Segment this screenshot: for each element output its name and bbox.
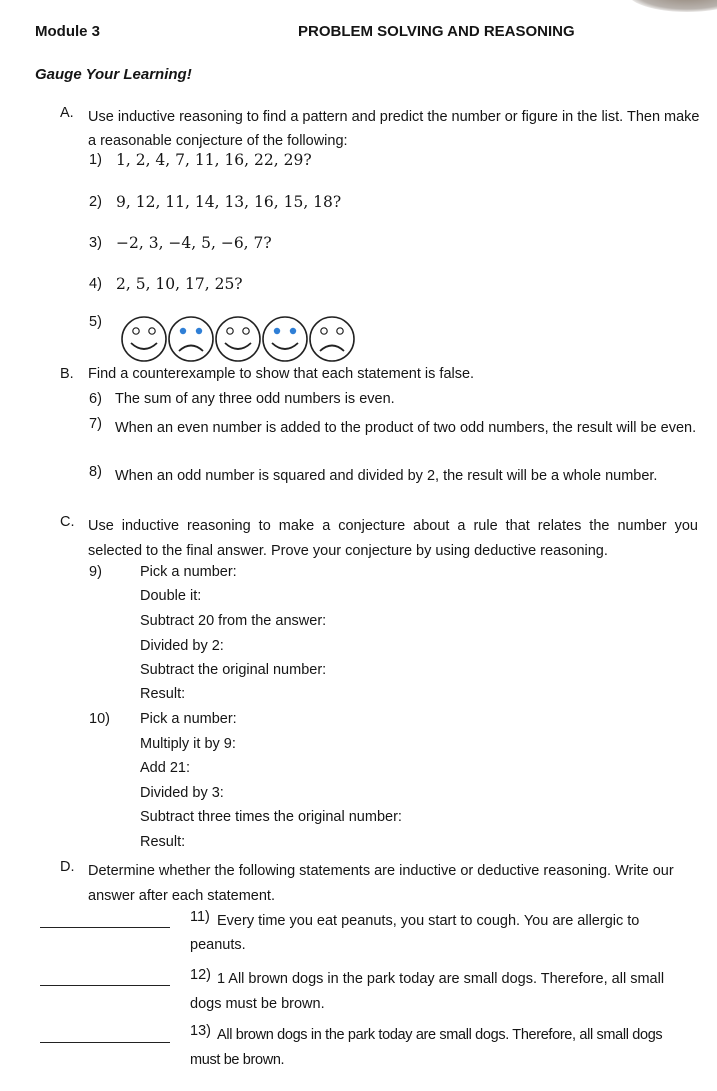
item-11-text: Every time you eat peanuts, you start to cough. You are allergic to peanuts. xyxy=(190,913,640,953)
face-frown-1 xyxy=(169,317,213,361)
problem-9-step-1: Pick a number: xyxy=(140,564,237,580)
face-smile-1 xyxy=(122,317,166,361)
section-b-instruction: Find a counterexample to show that each statement is false. xyxy=(88,366,475,382)
item-5-number: 5) xyxy=(89,314,102,330)
problem-10-step-3: Add 21: xyxy=(140,760,190,776)
problem-10-step-2: Multiply it by 9: xyxy=(140,736,236,752)
item-1-number: 1) xyxy=(89,152,102,168)
faces-sequence xyxy=(118,313,358,365)
answer-blank-11[interactable] xyxy=(40,927,170,928)
item-7-number: 7) xyxy=(89,416,102,432)
item-12-number: 12) xyxy=(190,967,211,983)
answer-blank-12[interactable] xyxy=(40,985,170,986)
section-a-instruction: Use inductive reasoning to find a pattern and predict the number or figure in the list. Then make a reasonable conjecture of the following: xyxy=(88,109,700,149)
item-8-number: 8) xyxy=(89,464,102,480)
section-c-letter: C. xyxy=(60,514,75,530)
problem-9-step-4: Divided by 2: xyxy=(140,638,224,654)
item-11-number: 11) xyxy=(190,909,210,925)
item-6-text: The sum of any three odd numbers is even. xyxy=(115,391,395,407)
item-1-sequence: 1, 2, 4, 7, 11, 16, 22, 29? xyxy=(116,151,312,169)
section-b-letter: B. xyxy=(60,366,74,382)
item-13-number: 13) xyxy=(190,1023,211,1039)
item-4-sequence: 2, 5, 10, 17, 25? xyxy=(116,275,243,293)
problem-9-step-6: Result: xyxy=(140,686,186,702)
section-d-instruction: Determine whether the following statements are inductive or deductive reasoning. Write our answer after each statement. xyxy=(88,863,674,904)
item-2-sequence: 9, 12, 11, 14, 13, 16, 15, 18? xyxy=(116,193,342,211)
item-6-number: 6) xyxy=(89,391,102,407)
item-7-text: When an even number is added to the product of two odd numbers, the result will be even. xyxy=(115,420,697,436)
page-title: PROBLEM SOLVING AND REASONING xyxy=(298,23,575,40)
problem-10-number: 10) xyxy=(89,711,110,727)
problem-10-step-6: Result: xyxy=(140,834,186,850)
item-13-text: All brown dogs in the park today are small dogs. Therefore, all small dogs must be brown. xyxy=(190,1027,663,1068)
problem-9-step-5: Subtract the original number: xyxy=(140,662,327,678)
problem-9-number: 9) xyxy=(89,564,102,580)
problem-10-step-1: Pick a number: xyxy=(140,711,237,727)
section-a-letter: A. xyxy=(60,105,74,121)
problem-9-step-2: Double it: xyxy=(140,588,202,604)
item-2-number: 2) xyxy=(89,194,102,210)
item-8-text: When an odd number is squared and divided by 2, the result will be a whole number. xyxy=(115,468,658,484)
item-4-number: 4) xyxy=(89,276,102,292)
answer-blank-13[interactable] xyxy=(40,1042,170,1043)
item-3-sequence: −2, 3, −4, 5, −6, 7? xyxy=(116,234,272,252)
gauge-heading: Gauge Your Learning! xyxy=(35,66,192,83)
problem-9-step-3: Subtract 20 from the answer: xyxy=(140,613,327,629)
section-c-instruction: Use inductive reasoning to make a conjecture about a rule that relates the number you selected to the final answer. Prove your conjecture by using deductive reasoning. xyxy=(88,518,698,559)
item-3-number: 3) xyxy=(89,235,102,251)
problem-10-step-5: Subtract three times the original number: xyxy=(140,809,402,825)
section-d-letter: D. xyxy=(60,859,75,875)
face-smile-3 xyxy=(263,317,307,361)
face-frown-2 xyxy=(310,317,354,361)
problem-10-step-4: Divided by 3: xyxy=(140,785,224,801)
face-smile-2 xyxy=(216,317,260,361)
module-label: Module 3 xyxy=(35,23,101,40)
item-12-text: 1 All brown dogs in the park today are small dogs. Therefore, all small dogs must be brown. xyxy=(190,971,665,1012)
